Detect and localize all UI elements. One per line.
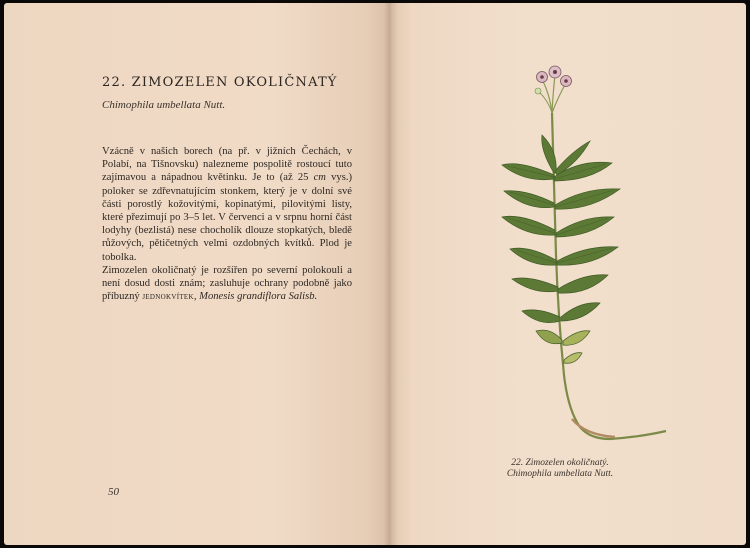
paragraph-1: Vzácně v našich borech (na př. v jižních Čechách, v Polabí, na Tišnovsku) nalezneme pospolitě rostoucí tuto zajímavou a nápadnou květinku. Je to (až 25 cm vys.) poloker se zdřevnatujícím stonkem, který je v dolní své části porostlý kožovitými, kopinatými, pilovitými listy, které přezimují po 3–5 let. V červenci a v srpnu horní část lodyhy (bezlistá) nese chocholík dlouze stopkatých, bledě růžových, pětičetných velmi ozdobných kvítků. Plod je tobolka. (102, 146, 353, 263)
page-number: 50 (108, 486, 119, 498)
caption-line-2: Chimophila umbellata Nutt. (506, 469, 614, 479)
description-text (102, 145, 352, 303)
paragraph-2: Zimozelen okoličnatý je rozšířen po severní polokouli a není dosud dosti znám; zasluhuje ochrany podobně jako příbuzný jednokvítek, Monesis grandiflora Salisb. (102, 264, 352, 303)
caption-line-1: 22. Zimozelen okoličnatý. (511, 458, 609, 468)
plant-illustration (480, 55, 680, 455)
book-gutter (384, 3, 398, 545)
latin-name: Chimophila umbellata Nutt. (102, 99, 226, 111)
flower-umbel (535, 66, 572, 113)
illustration-caption (500, 458, 620, 480)
page-title: 22. ZIMOZELEN OKOLIČNATÝ (102, 75, 338, 90)
